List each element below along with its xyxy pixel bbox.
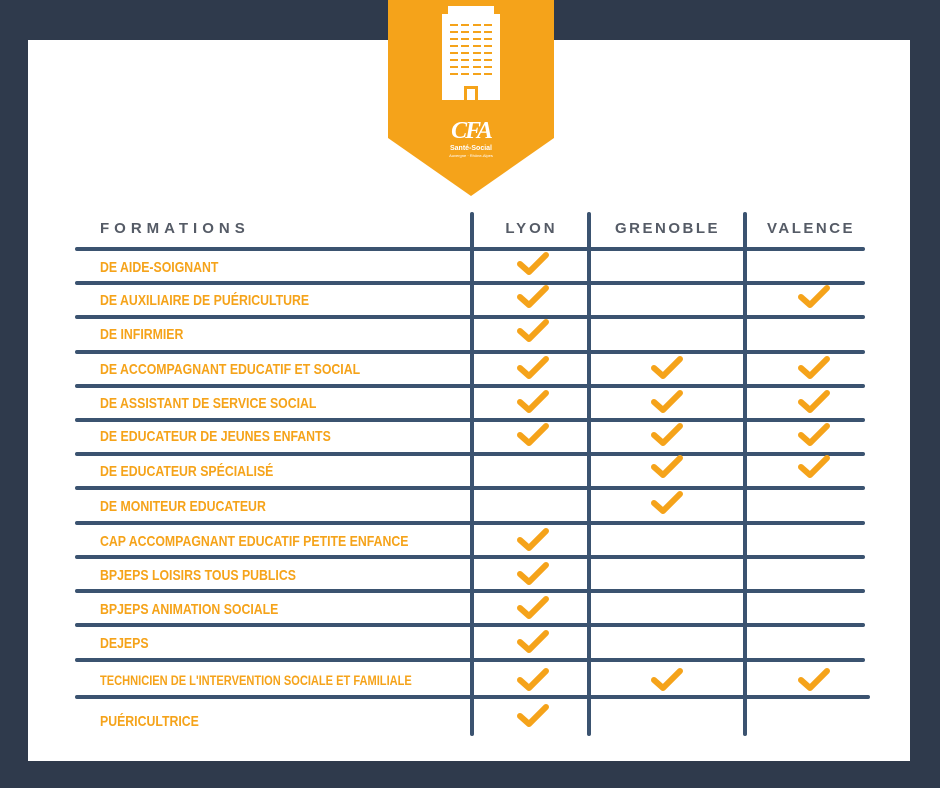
formation-label: DE MONITEUR EDUCATEUR [100,498,266,515]
checkmark-icon-lyon [516,703,550,729]
checkmark-icon-valence [797,284,831,310]
checkmark-icon-valence [797,355,831,381]
formation-label: DEJEPS [100,635,149,652]
formation-label: DE INFIRMIER [100,326,184,343]
checkmark-icon-lyon [516,561,550,587]
logo-region: Auvergne · Rhône-Alpes [449,153,493,158]
header-grenoble: GRENOBLE [614,220,720,237]
formation-label: CAP ACCOMPAGNANT EDUCATIF PETITE ENFANCE [100,533,409,550]
logo-name: Santé-Social [449,145,492,152]
checkmark-icon-lyon [516,355,550,381]
row-divider [75,623,865,627]
checkmark-icon-lyon [516,318,550,344]
logo-mark: CFA [451,118,491,144]
checkmark-icon-grenoble [650,454,684,480]
formation-label: DE AIDE-SOIGNANT [100,259,219,276]
checkmark-icon-grenoble [650,355,684,381]
checkmark-icon-lyon [516,527,550,553]
checkmark-icon-grenoble [650,389,684,415]
checkmark-icon-valence [797,667,831,693]
header-valence: VALENCE [766,220,856,237]
formation-label: DE EDUCATEUR DE JEUNES ENFANTS [100,428,331,445]
checkmark-icon-lyon [516,284,550,310]
row-divider [75,521,865,525]
row-divider [75,315,865,319]
checkmark-icon-lyon [516,595,550,621]
row-divider [75,589,865,593]
formation-label: DE EDUCATEUR SPÉCIALISÉ [100,463,274,480]
formation-label: BPJEPS ANIMATION SOCIALE [100,601,279,618]
checkmark-icon-valence [797,422,831,448]
row-divider [75,486,865,490]
formation-label: DE ACCOMPAGNANT EDUCATIF ET SOCIAL [100,361,361,378]
checkmark-icon-lyon [516,422,550,448]
building-icon [388,0,554,110]
row-divider [75,418,865,422]
formation-label: DE AUXILIAIRE DE PUÉRICULTURE [100,292,310,309]
row-divider [75,350,865,354]
row-divider [75,384,865,388]
header-lyon: LYON [505,220,558,237]
checkmark-icon-grenoble [650,490,684,516]
header-formations: FORMATIONS [100,220,250,237]
row-divider [75,452,865,456]
row-divider [75,658,865,662]
checkmark-icon-lyon [516,251,550,277]
row-divider [75,695,870,699]
formation-label: DE ASSISTANT DE SERVICE SOCIAL [100,395,317,412]
checkmark-icon-lyon [516,389,550,415]
row-divider [75,281,865,285]
formation-label: BPJEPS LOISIRS TOUS PUBLICS [100,567,296,584]
checkmark-icon-lyon [516,629,550,655]
row-divider [75,555,865,559]
formation-label: TECHNICIEN DE L'INTERVENTION SOCIALE ET FAMILIALE [100,673,412,688]
cfa-logo [388,118,554,158]
formation-label: PUÉRICULTRICE [100,713,199,730]
row-divider [75,247,865,251]
checkmark-icon-lyon [516,667,550,693]
checkmark-icon-grenoble [650,667,684,693]
checkmark-icon-valence [797,454,831,480]
logo-banner [388,0,554,198]
checkmark-icon-grenoble [650,422,684,448]
checkmark-icon-valence [797,389,831,415]
